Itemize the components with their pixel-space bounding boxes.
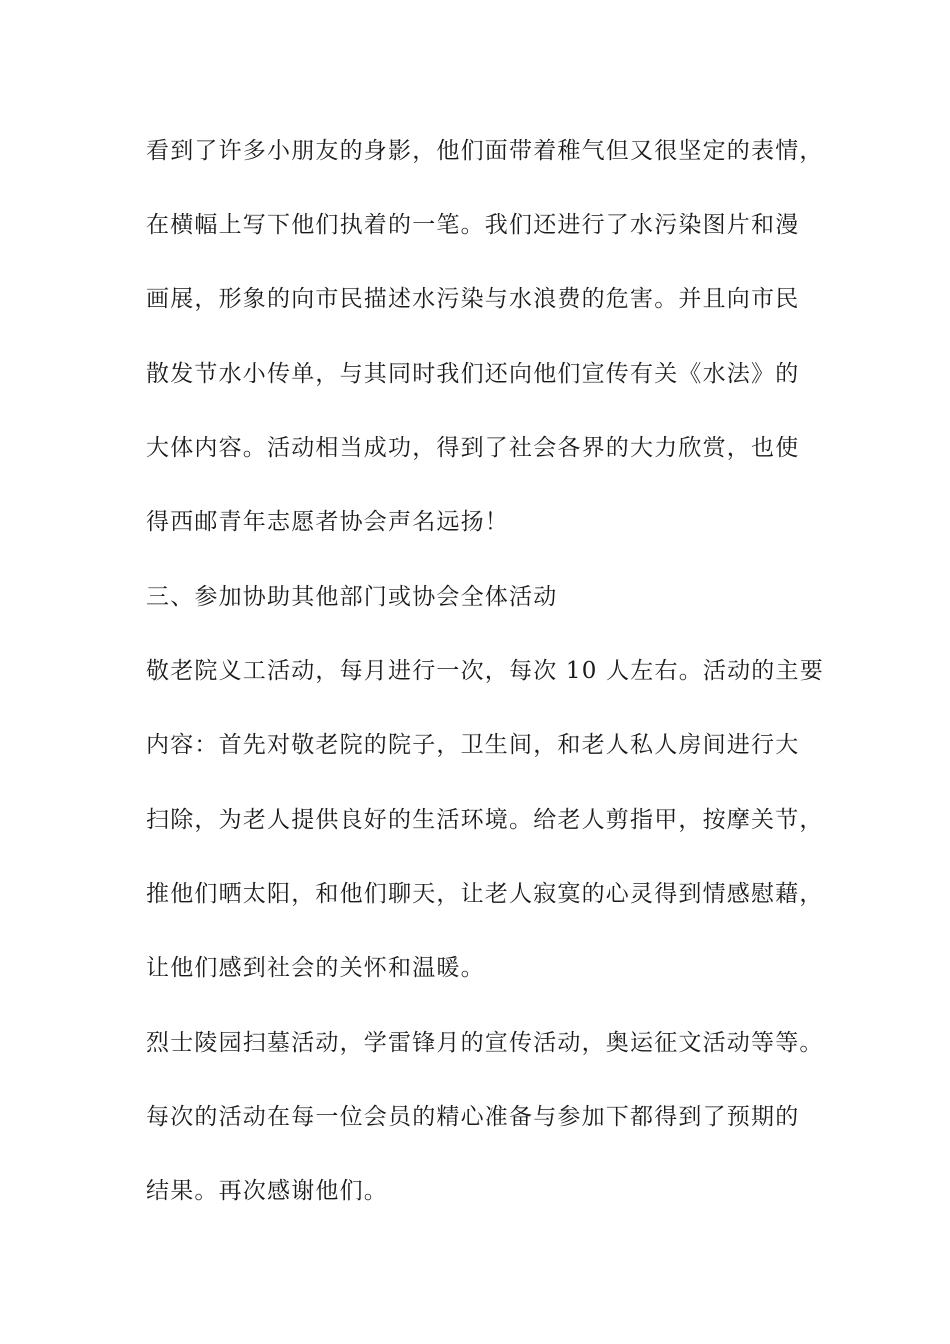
text-line: 扫除，为老人提供良好的生活环境。给老人剪指甲，按摩关节， [146,807,824,833]
text-line: 大体内容。活动相当成功，得到了社会各界的大力欣赏，也使 [146,435,800,461]
text-line: 敬老院义工活动，每月进行一次，每次 10 人左右。活动的主要 [146,658,824,684]
text-line: 推他们晒太阳，和他们聊天，让老人寂寞的心灵得到情感慰藉， [146,881,824,907]
text-line: 烈士陵园扫墓活动，学雷锋月的宣传活动，奥运征文活动等等。 [146,1030,824,1056]
text-line: 结果。再次感谢他们。 [146,1178,388,1204]
text-line: 每次的活动在每一位会员的精心准备与参加下都得到了预期的 [146,1104,800,1130]
text-line: 散发节水小传单，与其同时我们还向他们宣传有关《水法》的 [146,361,800,387]
text-line: 画展，形象的向市民描述水污染与水浪费的危害。并且向市民 [146,286,800,312]
text-line: 在横幅上写下他们执着的一笔。我们还进行了水污染图片和漫 [146,212,800,238]
section-heading: 三、参加协助其他部门或协会全体活动 [146,584,558,610]
text-line: 看到了许多小朋友的身影，他们面带着稚气但又很坚定的表情， [146,138,824,164]
text-line: 得西邮青年志愿者协会声名远扬！ [146,509,509,535]
text-line: 让他们感到社会的关怀和温暖。 [146,955,485,981]
text-line: 内容：首先对敬老院的院子，卫生间，和老人私人房间进行大 [146,732,800,758]
